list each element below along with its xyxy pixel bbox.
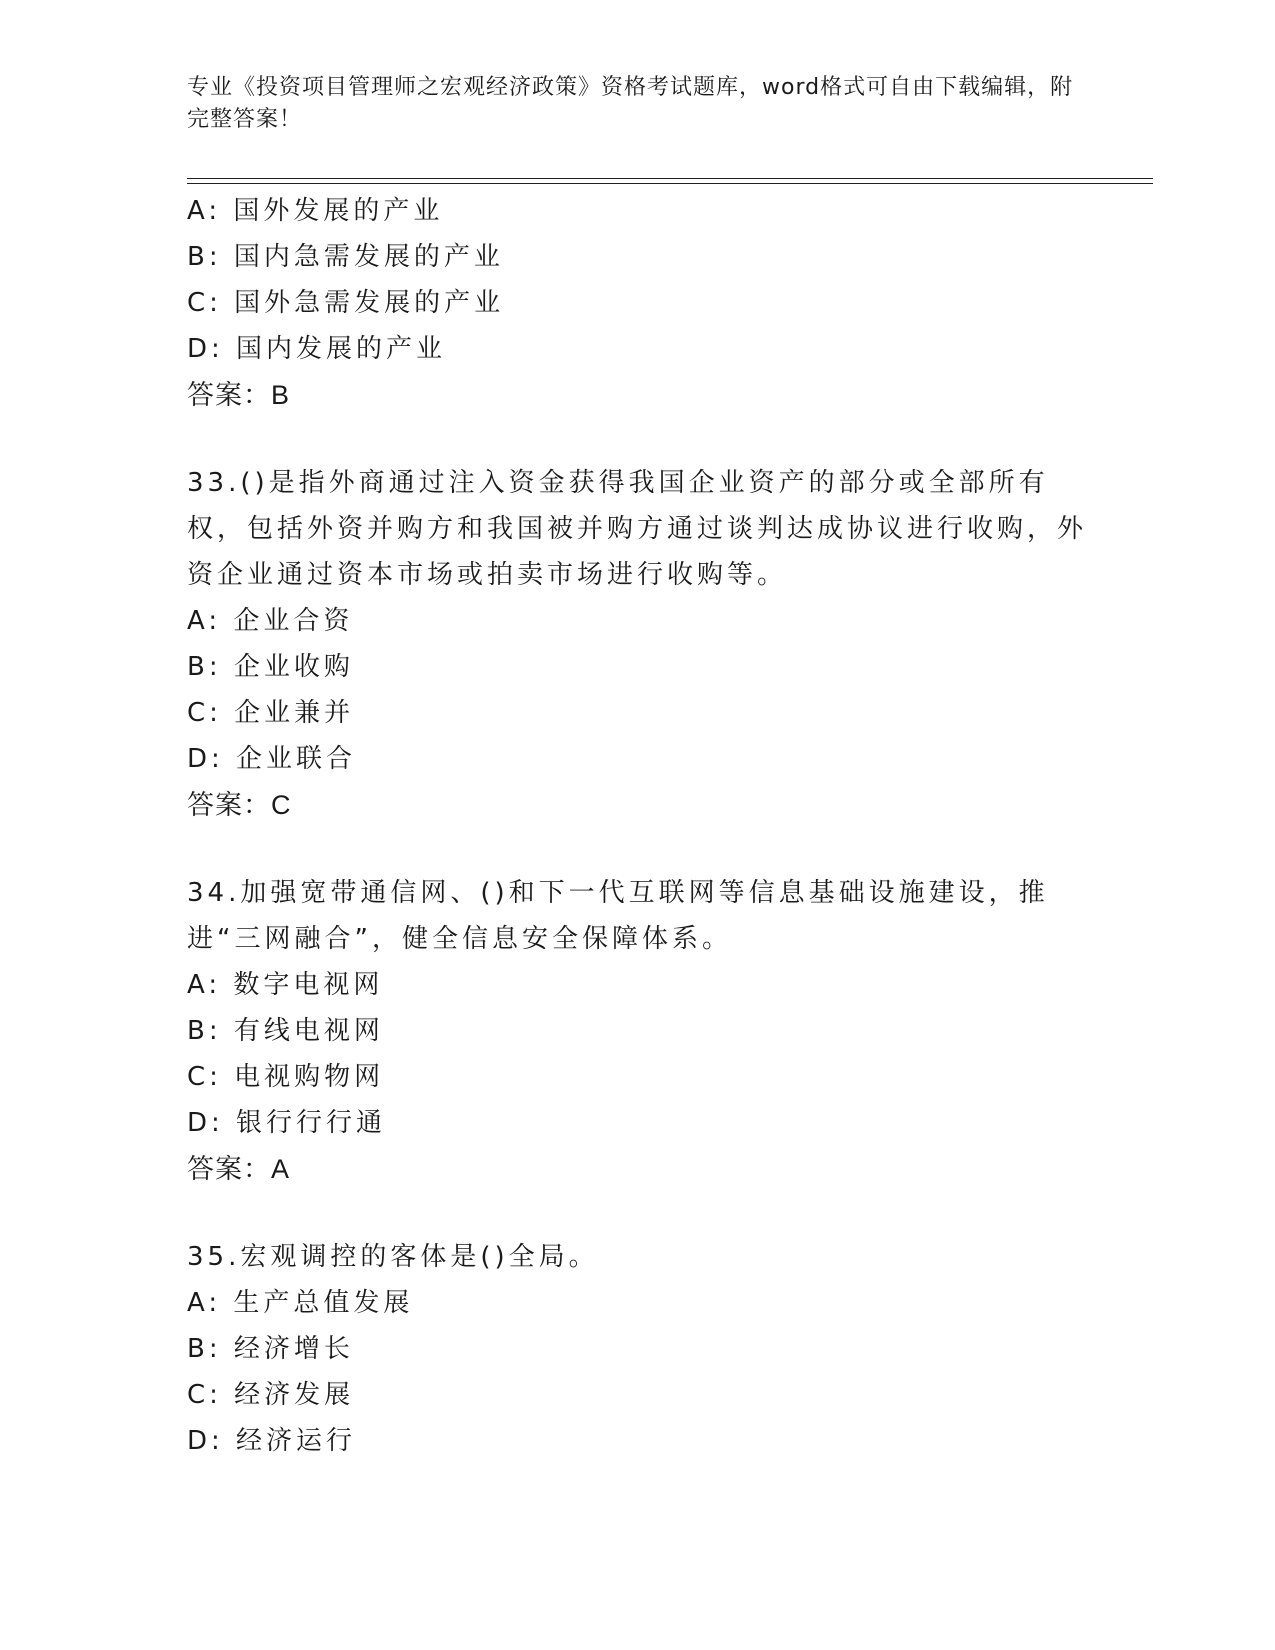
- option-b: B: 企业收购: [187, 652, 354, 682]
- answer-line: 答案：C: [187, 790, 292, 820]
- question-32-continued: [187, 188, 1087, 418]
- option-b: B: 国内急需发展的产业: [187, 242, 504, 272]
- question-34: [187, 870, 1087, 1192]
- answer-line: 答案：B: [187, 380, 291, 410]
- question-list: [187, 188, 1087, 1464]
- question-35: [187, 1234, 1087, 1464]
- answer-line: 答案：A: [187, 1154, 291, 1184]
- option-d: D: 银行行行通: [187, 1108, 387, 1138]
- option-a: A: 企业合资: [187, 606, 354, 636]
- question-stem: 34.加强宽带通信网、()和下一代互联网等信息基础设施建设，推进“三网融合”，健全信息安全保障体系。: [187, 878, 1049, 954]
- option-a: A: 国外发展的产业: [187, 196, 444, 226]
- option-d: D: 国内发展的产业: [187, 334, 447, 364]
- option-c: C: 经济发展: [187, 1380, 355, 1410]
- option-d: D: 经济运行: [187, 1426, 357, 1456]
- header-divider-top: [187, 178, 1153, 179]
- option-a: A: 数字电视网: [187, 970, 384, 1000]
- question-33: [187, 460, 1087, 828]
- option-c: C: 国外急需发展的产业: [187, 288, 505, 318]
- option-b: B: 有线电视网: [187, 1016, 384, 1046]
- option-c: C: 电视购物网: [187, 1062, 385, 1092]
- question-stem: 33.()是指外商通过注入资金获得我国企业资产的部分或全部所有权，包括外资并购方和我国被并购方通过谈判达成协议进行收购，外资企业通过资本市场或拍卖市场进行收购等。: [187, 468, 1088, 590]
- question-stem: 35.宏观调控的客体是()全局。: [187, 1242, 599, 1272]
- option-a: A: 生产总值发展: [187, 1288, 414, 1318]
- option-d: D: 企业联合: [187, 744, 357, 774]
- option-c: C: 企业兼并: [187, 698, 355, 728]
- option-b: B: 经济增长: [187, 1334, 354, 1364]
- header-divider-bottom: [187, 183, 1153, 184]
- document-header: 专业《投资项目管理师之宏观经济政策》资格考试题库，word格式可自由下载编辑，附完整答案！: [187, 75, 1074, 132]
